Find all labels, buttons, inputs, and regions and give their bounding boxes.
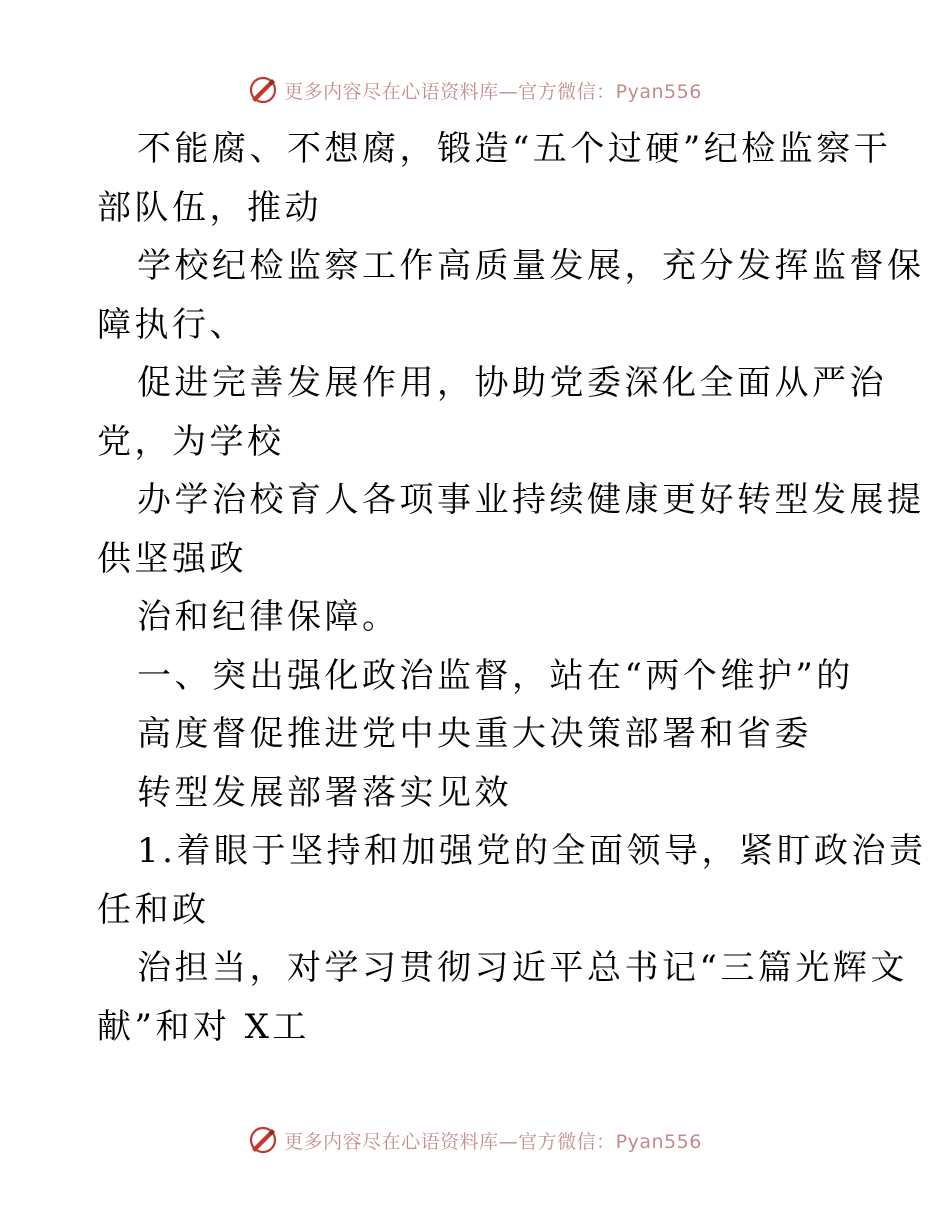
body-line: 学校纪检监察工作高质量发展，充分发挥监督保	[137, 246, 925, 286]
body-line: 部队伍，推动	[97, 187, 322, 228]
document-body	[97, 120, 927, 1056]
body-line: 供坚强政	[97, 538, 247, 579]
section-heading-line: 一、突出强化政治监督，站在“两个维护”的	[137, 655, 854, 696]
pen-seal-icon	[248, 1125, 278, 1155]
body-line: 治和纪律保障。	[137, 597, 400, 637]
body-line: 党，为学校	[97, 421, 285, 462]
body-line: 治担当，对学习贯彻习近平总书记“三篇光辉文	[137, 948, 908, 988]
body-line: 办学治校育人各项事业持续健康更好转型发展提	[137, 480, 925, 520]
body-line: 障执行、	[97, 304, 247, 345]
body-line: 任和政	[97, 889, 210, 930]
footer-watermark-text: 更多内容尽在心语资料库—官方微信：Pyan556	[284, 1130, 702, 1153]
body-line: 1.着眼于坚持和加强党的全面领导，紧盯政治责	[137, 831, 927, 871]
header-watermark-text: 更多内容尽在心语资料库—官方微信：Pyan556	[284, 80, 702, 103]
pen-seal-icon	[248, 75, 278, 105]
body-line: 不能腐、不想腐，锻造“五个过硬”纪检监察干	[137, 129, 892, 169]
footer-watermark	[0, 1120, 950, 1160]
section-heading-line: 高度督促推进党中央重大决策部署和省委	[137, 714, 812, 754]
body-line: 促进完善发展作用，协助党委深化全面从严治	[137, 363, 887, 403]
body-line: 献”和对 X工	[97, 1006, 310, 1047]
section-heading-line: 转型发展部署落实见效	[137, 772, 512, 813]
header-watermark	[0, 70, 950, 110]
